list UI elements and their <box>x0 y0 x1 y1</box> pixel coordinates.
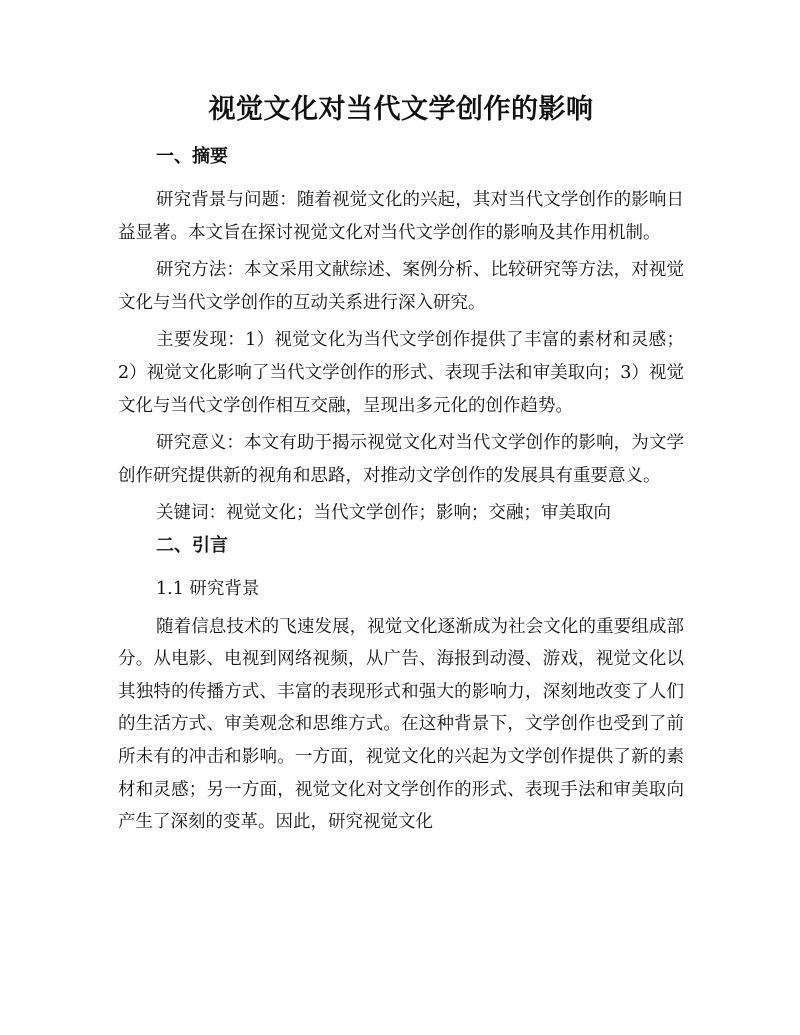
subsection-heading-background: 1.1 研究背景 <box>156 578 260 599</box>
keywords-line: 关键词：视觉文化；当代文学创作；影响；交融；审美取向 <box>156 503 611 524</box>
abstract-findings-paragraph: 主要发现：1）视觉文化为当代文学创作提供了丰富的素材和灵感；2）视觉文化影响了当代文学创作的形式、表现手法和审美取向；3）视觉文化与当代文学创作相互交融，呈现出多元化的创作趋势。 <box>118 330 684 416</box>
introduction-paragraph: 随着信息技术的飞速发展，视觉文化逐渐成为社会文化的重要组成部分。从电影、电视到网络视频，从广告、海报到动漫、游戏，视觉文化以其独特的传播方式、丰富的表现形式和强大的影响力，深刻地改变了人们的生活方式、审美观念和思维方式。在这种背景下，文学创作也受到了前所未有的冲击和影响。一方面，视觉文化的兴起为文学创作提供了新的素材和灵感；另一方面，视觉文化对文学创作的形式、表现手法和审美取向产生了深刻的变革。因此，研究视觉文化 <box>118 616 684 833</box>
section-heading-introduction: 二、引言 <box>156 534 228 556</box>
abstract-methods-paragraph: 研究方法：本文采用文献综述、案例分析、比较研究等方法，对视觉文化与当代文学创作的互动关系进行深入研究。 <box>118 260 684 313</box>
abstract-background-paragraph: 研究背景与问题：随着视觉文化的兴起，其对当代文学创作的影响日益显著。本文旨在探讨视觉文化对当代文学创作的影响及其作用机制。 <box>118 190 684 243</box>
document-title: 视觉文化对当代文学创作的影响 <box>208 94 594 125</box>
document-page <box>118 92 684 844</box>
abstract-significance-paragraph: 研究意义：本文有助于揭示视觉文化对当代文学创作的影响，为文学创作研究提供新的视角和思路，对推动文学创作的发展具有重要意义。 <box>118 433 684 486</box>
section-heading-abstract: 一、摘要 <box>156 146 228 167</box>
